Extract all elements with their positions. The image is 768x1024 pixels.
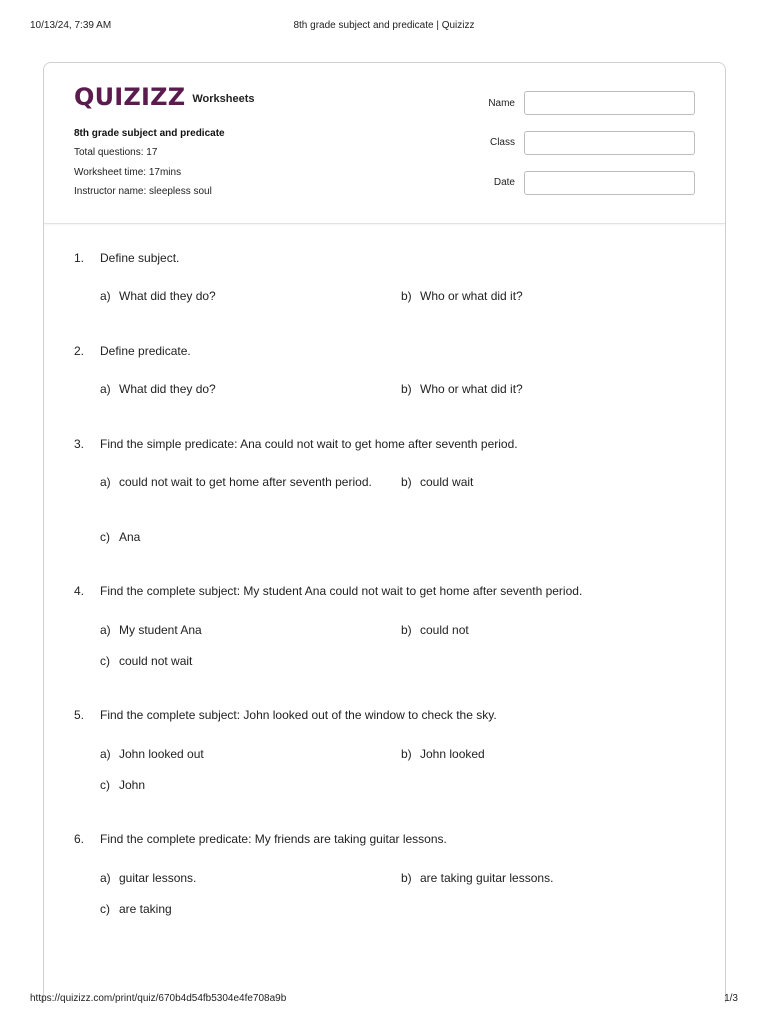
option-6b[interactable] [401, 871, 553, 885]
option-5b[interactable] [401, 747, 485, 761]
print-footer [30, 993, 738, 1007]
option-1a[interactable] [100, 289, 216, 303]
option-6a[interactable] [100, 871, 196, 885]
option-4a[interactable] [100, 623, 202, 637]
option-text: John looked out [119, 747, 204, 761]
option-letter: a) [100, 747, 111, 761]
option-letter: a) [100, 871, 111, 885]
option-text: could not wait [119, 654, 193, 668]
option-text: What did they do? [119, 289, 216, 303]
option-text: John looked [420, 747, 485, 761]
option-2a[interactable] [100, 382, 216, 396]
option-text: guitar lessons. [119, 871, 197, 885]
option-text: Who or what did it? [420, 289, 523, 303]
question-number: 3. [74, 437, 85, 451]
option-text: My student Ana [119, 623, 202, 637]
option-letter: a) [100, 382, 111, 396]
brand [74, 84, 255, 110]
page-number: 1/3 [724, 993, 738, 1004]
question-number: 2. [74, 344, 85, 358]
question-text: Find the complete subject: John looked out of the window to check the sky. [100, 708, 497, 722]
option-letter: a) [100, 289, 111, 303]
option-text: What did they do? [119, 382, 216, 396]
quizizz-logo: QUIZIZZ [74, 83, 186, 111]
question-number: 6. [74, 832, 85, 846]
option-letter: b) [401, 475, 412, 489]
option-text: Who or what did it? [420, 382, 523, 396]
question-text: Define predicate. [100, 344, 191, 358]
question-text: Define subject. [100, 251, 180, 265]
print-header [30, 20, 738, 34]
instructor-name: Instructor name: sleepless soul [74, 186, 212, 197]
print-datetime: 10/13/24, 7:39 AM [30, 20, 112, 31]
worksheet-title: 8th grade subject and predicate [74, 128, 225, 139]
worksheet-sheet [43, 62, 726, 1003]
question-number: 1. [74, 251, 85, 265]
option-letter: a) [100, 475, 111, 489]
worksheet-header [44, 63, 725, 224]
option-letter: b) [401, 747, 412, 761]
option-text: are taking guitar lessons. [420, 871, 554, 885]
option-3a[interactable] [100, 475, 372, 489]
class-field[interactable] [524, 131, 695, 155]
option-letter: c) [100, 902, 110, 916]
option-text: Ana [119, 530, 141, 544]
option-letter: b) [401, 871, 412, 885]
option-5a[interactable] [100, 747, 204, 761]
option-letter: b) [401, 623, 412, 637]
worksheets-label: Worksheets [192, 93, 255, 105]
option-2b[interactable] [401, 382, 523, 396]
option-letter: c) [100, 530, 110, 544]
question-text: Find the simple predicate: Ana could not wait to get home after seventh period. [100, 437, 518, 451]
option-text: John [119, 778, 146, 792]
worksheet-time: Worksheet time: 17mins [74, 167, 182, 178]
question-text: Find the complete predicate: My friends are taking guitar lessons. [100, 832, 447, 846]
option-letter: b) [401, 382, 412, 396]
option-3c[interactable] [100, 530, 140, 544]
option-5c[interactable] [100, 778, 145, 792]
option-text: could wait [420, 475, 474, 489]
option-1b[interactable] [401, 289, 523, 303]
question-number: 5. [74, 708, 85, 722]
option-letter: c) [100, 778, 110, 792]
option-letter: c) [100, 654, 110, 668]
option-4b[interactable] [401, 623, 469, 637]
option-4c[interactable] [100, 654, 192, 668]
option-letter: b) [401, 289, 412, 303]
option-6c[interactable] [100, 902, 172, 916]
date-label: Date [493, 177, 515, 188]
date-field[interactable] [524, 171, 695, 195]
total-questions: Total questions: 17 [74, 147, 158, 158]
class-label: Class [489, 137, 515, 148]
option-text: are taking [119, 902, 172, 916]
option-text: could not wait to get home after seventh period. [119, 475, 372, 489]
option-3b[interactable] [401, 475, 473, 489]
print-page-title: 8th grade subject and predicate | Quizizz [293, 20, 475, 31]
print-url: https://quizizz.com/print/quiz/670b4d54fb5304e4fe708a9b [30, 993, 287, 1004]
option-letter: a) [100, 623, 111, 637]
question-text: Find the complete subject: My student Ana could not wait to get home after seventh period. [100, 584, 583, 598]
name-label: Name [488, 98, 515, 109]
name-field[interactable] [524, 91, 695, 115]
option-text: could not [420, 623, 469, 637]
question-number: 4. [74, 584, 85, 598]
